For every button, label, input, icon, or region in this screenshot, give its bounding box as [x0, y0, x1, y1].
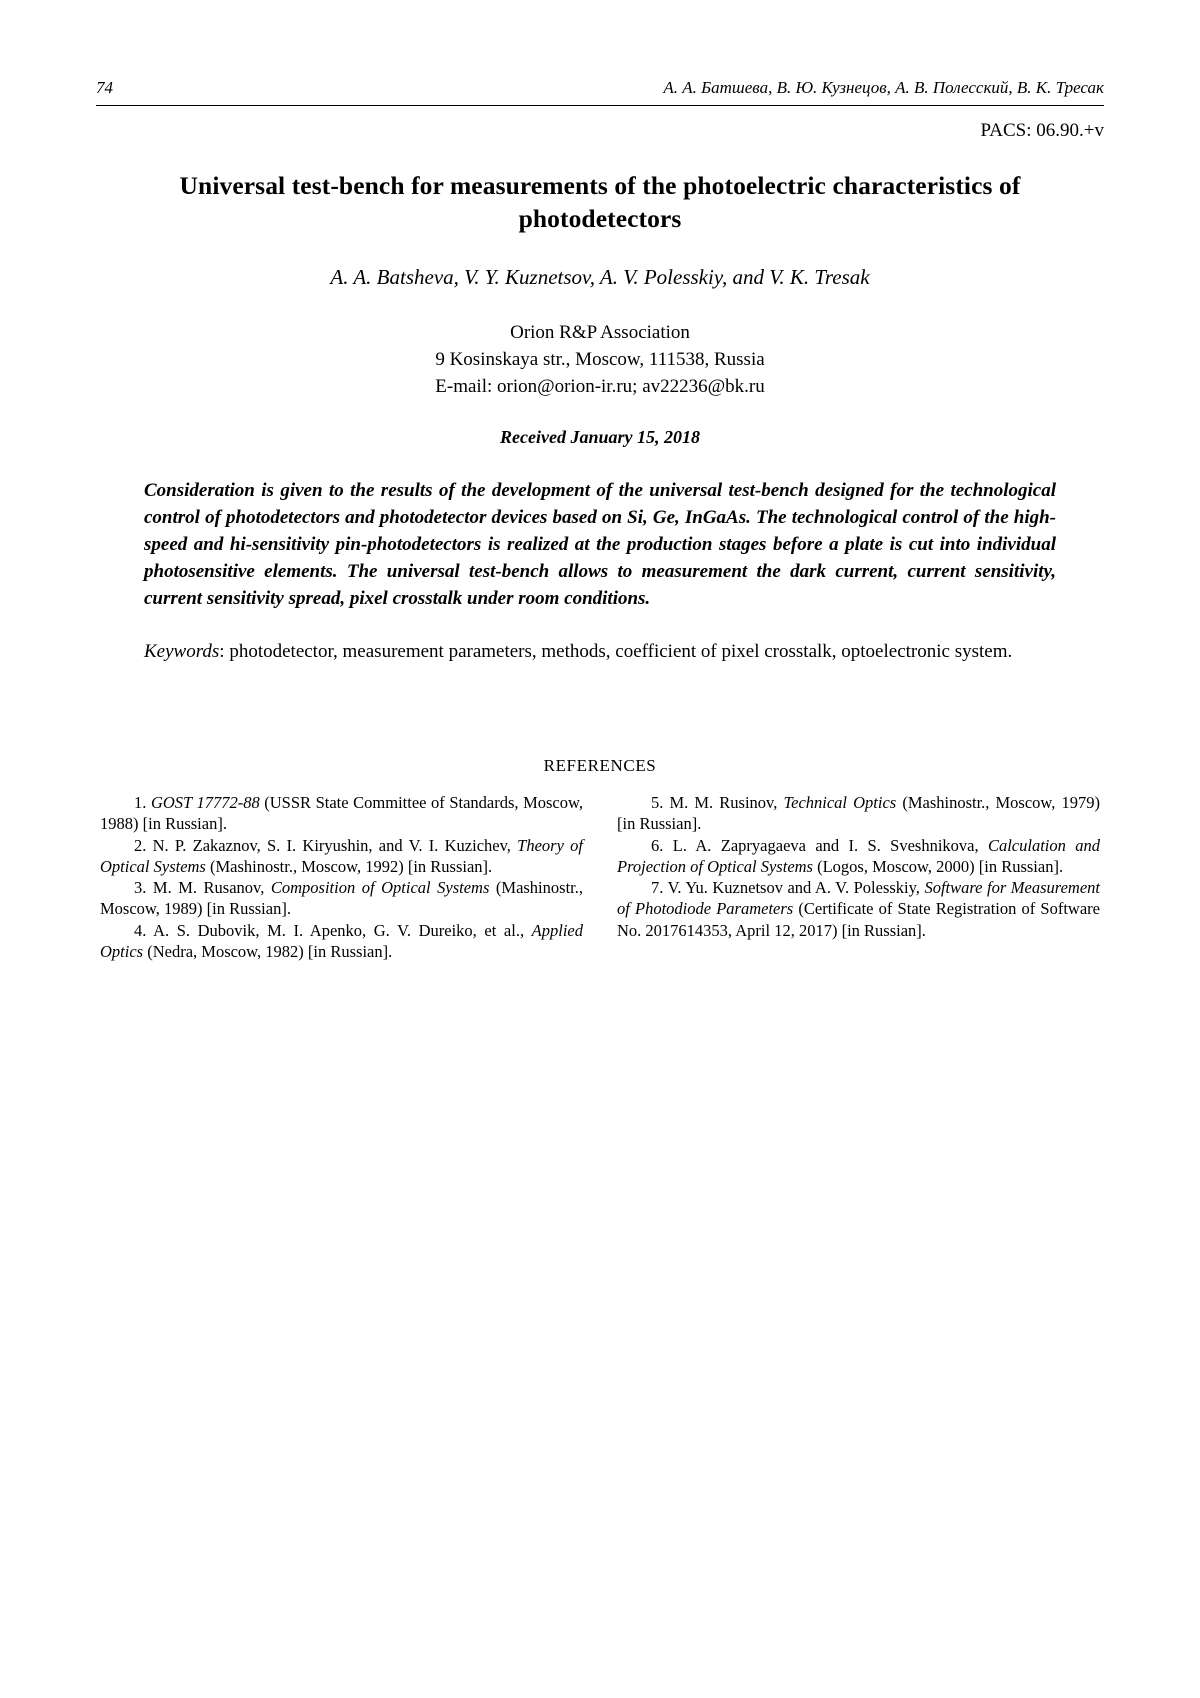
reference-number: 4. — [134, 920, 147, 940]
affiliation-organization: Orion R&P Association — [510, 322, 690, 344]
reference-number: 7. — [651, 878, 664, 898]
author-list: A. A. Batsheva, V. Y. Kuznetsov, A. V. Polesskiy, and V. K. Tresak — [330, 265, 870, 290]
reference-pre-text: M. M. Rusanov, — [146, 878, 271, 898]
reference-item — [100, 920, 583, 963]
reference-post-text: (Mashinostr., Moscow, 1992) [in Russian]. — [205, 856, 493, 876]
reference-post-text: (Logos, Moscow, 2000) [in Russian]. — [812, 856, 1064, 876]
reference-post-text: (USSR State Committee of Standards, Moscow, 1988) [in Russian]. — [100, 792, 583, 834]
keywords-label: Keywords — [144, 641, 220, 662]
reference-post-text: (Mashinostr., Moscow, 1989) [in Russian]. — [100, 878, 583, 919]
reference-number: 6. — [651, 835, 664, 855]
keywords-text: : photodetector, measurement parameters, methods, coefficient of pixel crosstalk, optoelectronic system. — [219, 641, 1013, 662]
abstract-text: Consideration is given to the results of the development of the universal test-bench designed for the technological control of photodetectors and photodetector devices based on Si, Ge, InGaAs. The technological control of the high-speed and hi-sensitivity pin-photodetectors is realized at the production stages before a plate is cut into individual photosensitive elements. The universal test-bench allows to measurement the dark current, current sensitivity, current sensitivity spread, pixel crosstalk under room conditions. — [144, 480, 1056, 610]
running-head-authors: А. А. Батшева, В. Ю. Кузнецов, А. В. Полесский, В. К. Тресак — [663, 78, 1104, 97]
affiliation-address: 9 Kosinskaya str., Moscow, 111538, Russia — [435, 349, 765, 371]
reference-title: Applied Optics — [100, 920, 583, 961]
reference-post-text: (Nedra, Moscow, 1982) [in Russian]. — [143, 941, 393, 961]
reference-number: 2. — [134, 835, 147, 855]
affiliation — [96, 320, 1104, 401]
references-columns — [100, 792, 1100, 962]
reference-pre-text: A. S. Dubovik, M. I. Apenko, G. V. Dureiko, et al., — [146, 920, 532, 940]
keywords — [144, 639, 1056, 666]
reference-pre-text: V. Yu. Kuznetsov and A. V. Polesskiy, — [663, 878, 925, 898]
reference-title: Calculation and Projection of Optical Systems — [617, 835, 1100, 876]
reference-item — [617, 877, 1100, 941]
reference-item — [100, 835, 583, 878]
reference-number: 3. — [134, 878, 147, 898]
reference-title: Composition of Optical Systems — [270, 878, 490, 898]
reference-pre-text: N. P. Zakaznov, S. I. Kiryushin, and V. I. Kuzichev, — [146, 835, 518, 855]
reference-pre-text: L. A. Zapryagaeva and I. S. Sveshnikova, — [663, 835, 988, 855]
reference-title: GOST 17772-88 — [150, 792, 260, 812]
reference-item — [100, 877, 583, 920]
references-right-column — [617, 792, 1100, 962]
running-head — [96, 78, 1104, 105]
received-date: Received January 15, 2018 — [500, 427, 700, 448]
pacs-code: PACS: 06.90.+v — [980, 120, 1104, 141]
reference-item — [617, 792, 1100, 835]
header-divider — [96, 105, 1104, 106]
reference-number: 1. — [134, 792, 147, 812]
reference-title: Technical Optics — [783, 792, 897, 812]
reference-title: Theory of Optical Systems — [100, 835, 583, 876]
reference-title: Software for Measurement of Photodiode Parameters — [617, 878, 1100, 919]
references-left-column — [100, 792, 583, 962]
reference-number: 5. — [651, 792, 664, 812]
affiliation-email: E-mail: orion@orion-ir.ru; av22236@bk.ru — [435, 376, 765, 398]
reference-item — [100, 792, 583, 835]
references-heading: REFERENCES — [543, 755, 657, 775]
page-title: Universal test-bench for measurements of the photoelectric characteristics of photodetectors — [179, 171, 1021, 233]
page-number: 74 — [96, 78, 113, 97]
reference-post-text: (Certificate of State Registration of Software No. 2017614353, April 12, 2017) [in Russian]. — [617, 899, 1100, 940]
reference-pre-text: M. M. Rusinov, — [663, 792, 784, 812]
reference-post-text: (Mashinostr., Moscow, 1979) [in Russian]. — [617, 792, 1100, 834]
reference-item — [617, 835, 1100, 878]
